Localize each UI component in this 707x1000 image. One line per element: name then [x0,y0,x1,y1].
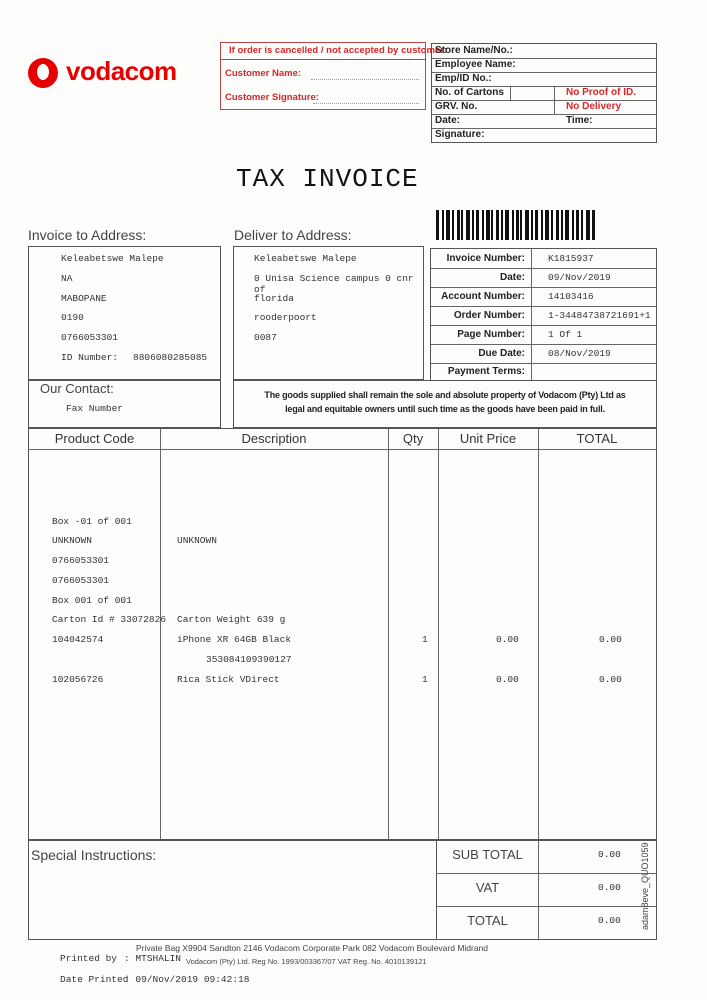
invoice-to-box [28,246,221,380]
row-code: 102056726 [52,674,104,685]
contact-label: Our Contact: [40,381,114,396]
page-number-value: 1 Of 1 [548,329,583,340]
vat-value: 0.00 [598,882,621,893]
customer-signature-label: Customer Signature: [225,92,319,103]
ownership-line-1: The goods supplied shall remain the sole and absolute property of Vodacom (Pty) Ltd as [264,390,626,400]
col-product-code: Product Code [54,431,135,446]
row-desc: Rica Stick VDirect [177,674,280,685]
invoice-to-label: Invoice to Address: [28,227,147,243]
invoice-number-label: Invoice Number: [446,253,525,264]
row-price: 0.00 [496,634,519,645]
deliver-to-box [233,246,424,380]
cancel-heading: If order is cancelled / not accepted by customer: [229,45,448,56]
row-code: Carton Id # 33072826 [52,614,167,625]
row-qty: 1 [422,634,428,645]
page-title: TAX INVOICE [236,164,419,194]
store-name-label: Store Name/No.: [435,45,513,56]
deliver-to-line: 0087 [254,332,277,343]
row-desc: UNKNOWN [177,535,217,546]
deliver-to-line: rooderpoort [254,312,317,323]
payment-terms-label: Payment Terms: [447,366,525,377]
footer-address: Private Bag X9904 Sandton 2146 Vodacom Corporate Park 082 Vodacom Boulevard Midrand [136,943,489,953]
vodacom-logo-icon [28,58,58,88]
deliver-to-label: Deliver to Address: [234,227,352,243]
table-row [29,595,656,611]
col-description: Description [241,431,307,446]
deliver-to-line: Keleabetswe Malepe [254,253,357,264]
time-label: Time: [566,115,593,126]
ownership-notice [233,380,657,428]
row-total: 0.00 [599,674,622,685]
row-code: UNKNOWN [52,535,92,546]
subtotal-value: 0.00 [598,849,621,860]
row-code: 0766053301 [52,555,110,566]
total-label: TOTAL [467,913,508,928]
deliver-to-line: 0 Unisa Science campus 0 cnr of [254,273,414,295]
row-code: Box 001 of 001 [52,595,132,606]
deliver-to-line: florida [254,293,294,304]
date-value: 09/Nov/2019 [548,272,611,283]
date-label: Date: [499,272,525,283]
row-qty: 1 [422,674,428,685]
invoice-to-line: 0190 [61,312,84,323]
customer-signature-line[interactable] [313,103,419,104]
id-number-value: 8806080285085 [133,352,208,363]
fax-label: Fax Number [66,403,124,414]
row-desc: iPhone XR 64GB Black [177,634,292,645]
col-qty: Qty [402,431,424,446]
order-number-value: 1-34484738721691+1 [548,310,651,321]
total-value: 0.00 [598,915,621,926]
product-table [28,428,657,840]
emp-id-label: Emp/ID No.: [435,73,492,84]
date-printed-label: Date Printed [60,974,129,985]
no-delivery-label: No Delivery [566,101,622,112]
table-row [29,575,656,591]
invoice-to-line: NA [61,273,73,284]
order-number-label: Order Number: [453,310,525,321]
row-total: 0.00 [599,634,622,645]
table-row [29,674,656,690]
table-row [29,555,656,571]
row-code: Box -01 of 001 [52,516,132,527]
table-row [29,614,656,630]
employee-name-label: Employee Name: [435,59,516,70]
store-box [431,43,657,143]
row-desc: 353084109390127 [206,654,292,665]
subtotal-label: SUB TOTAL [452,847,523,862]
row-price: 0.00 [496,674,519,685]
table-row [29,535,656,551]
invoice-number-value: K1815937 [548,253,594,264]
table-row [29,516,656,532]
footer-legal: Vodacom (Pty) Ltd. Reg No. 1993/003367/07 VAT Reg. No. 4010139121 [186,957,427,966]
customer-name-label: Customer Name: [225,68,302,79]
contact-box [28,380,221,428]
invoice-to-line: Keleabetswe Malepe [61,253,164,264]
table-row [29,634,656,650]
id-number-label: ID Number: [61,352,119,363]
due-date-label: Due Date: [478,348,525,359]
customer-name-line[interactable] [311,79,419,80]
row-code: 104042574 [52,634,104,645]
signature-label: Signature: [435,129,485,140]
brand-name: vodacom [66,56,177,86]
invoice-details [430,248,657,381]
row-code: 0766053301 [52,575,110,586]
account-number-label: Account Number: [441,291,525,302]
invoice-to-line: MABOPANE [61,293,107,304]
page-number-label: Page Number: [457,329,525,340]
printed-by-label: Printed by [60,953,118,964]
date-printed-value: : 09/Nov/2019 09:42:18 [124,974,250,985]
ownership-line-2: legal and equitable owners until such time as the goods have been paid in full. [285,404,605,414]
table-row [29,654,656,670]
date-label: Date: [435,115,461,126]
barcode [436,210,648,240]
col-unit-price: Unit Price [459,431,517,446]
special-instructions-label: Special Instructions: [31,847,157,863]
due-date-value: 08/Nov/2019 [548,348,611,359]
invoice-to-line: 0766053301 [61,332,119,343]
row-desc: Carton Weight 639 g [177,614,286,625]
cancel-box [220,42,448,110]
no-proof-label: No Proof of ID. [566,87,636,98]
col-total: TOTAL [576,431,618,446]
grv-label: GRV. No. [435,101,478,112]
printed-by-value: : MTSHALIN [124,953,182,964]
side-code: adam8eve_QUO1059 [640,842,650,930]
cartons-label: No. of Cartons [435,87,504,98]
vat-label: VAT [475,880,500,895]
account-number-value: 14103416 [548,291,594,302]
totals-box [436,840,657,940]
